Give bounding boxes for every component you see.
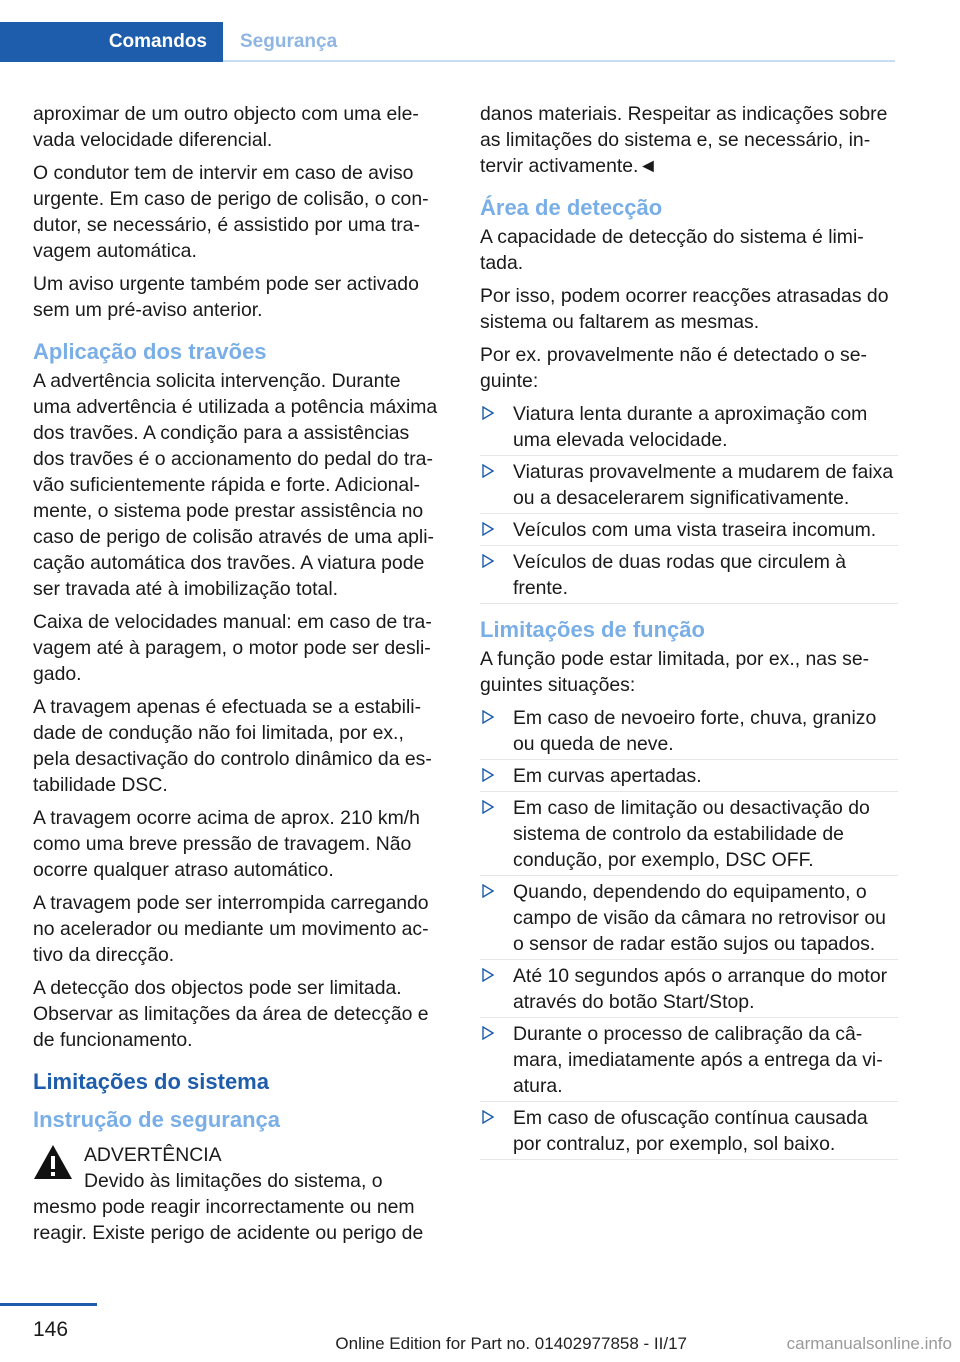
list-item-text: Em curvas apertadas.	[513, 765, 702, 787]
subsection-heading: Instrução de segurança	[33, 1107, 280, 1132]
warning-box	[33, 1142, 443, 1246]
list-item-text: Até 10 segundos após o arranque do motor através do botão Start/Stop.	[513, 965, 888, 1013]
list-item	[480, 401, 898, 453]
list-item-text: Em caso de ofuscação contínua causada por contraluz, por exemplo, sol baixo.	[513, 1107, 868, 1155]
triangle-bullet-icon	[482, 1026, 494, 1040]
edition-text: Online Edition for Part no. 01402977858 - II/17	[335, 1334, 687, 1353]
list-item	[480, 549, 898, 601]
paragraph: Caixa de velocidades manual: em caso de travagem até à paragem, o motor pode ser desligado.	[33, 611, 432, 685]
list-item	[480, 517, 898, 543]
warning-text: mesmo pode reagir incorrectamente ou nem reagir. Existe perigo de acidente ou perigo de	[33, 1196, 424, 1244]
list-item-text: Quando, dependendo do equipamento, o campo de visão da câmara no retrovisor ou o sensor de radar estão sujos ou tapados.	[513, 881, 886, 955]
paragraph: A travagem pode ser interrompida carregando no acelerador ou mediante um movimento activo da direcção.	[33, 892, 429, 966]
list-item-text: Veículos de duas rodas que circulem à frente.	[513, 551, 847, 599]
watermark: carmanualsonline.info	[786, 1334, 952, 1353]
triangle-bullet-icon	[482, 800, 494, 814]
section-heading: Limitações de função	[480, 617, 705, 642]
paragraph: A função pode estar limitada, por ex., nas seguintes situações:	[480, 648, 870, 696]
right-column	[480, 101, 898, 1163]
warning-text: Devido às limitações do sistema, o	[84, 1170, 383, 1192]
bullet-list	[480, 401, 898, 601]
paragraph: A detecção dos objectos pode ser limitada. Observar as limitações da área de detecção e de funcionamento.	[33, 977, 429, 1051]
triangle-bullet-icon	[482, 884, 494, 898]
paragraph: A advertência solicita intervenção. Durante uma advertência é utilizada a potência máxima dos travões. A condição para a assistências dos travões é o accionamento do pedal do travão suficientemente rápida e forte. Adicionalmente, o sistema pode prestar assistência no caso de perigo de colisão através de uma aplicação automática dos travões. A viatura pode ser travada até à imobilização total.	[33, 370, 438, 600]
list-item-text: Em caso de limitação ou desactivação do sistema de controlo da estabilidade de condução, por exemplo, DSC OFF.	[513, 797, 870, 871]
list-item	[480, 705, 898, 757]
list-item-text: Viaturas provavelmente a mudarem de faixa ou a desacelerarem significativamente.	[513, 461, 894, 509]
paragraph: danos materiais. Respeitar as indicações sobre as limitações do sistema e, se necessário, intervir activamente.◄	[480, 103, 888, 177]
warning-triangle-icon	[33, 1144, 73, 1180]
triangle-bullet-icon	[482, 554, 494, 568]
page-number: 146	[33, 1318, 69, 1341]
paragraph: Por isso, podem ocorrer reacções atrasadas do sistema ou faltarem as mesmas.	[480, 285, 889, 333]
triangle-bullet-icon	[482, 1110, 494, 1124]
list-item-text: Viatura lenta durante a aproximação com uma elevada velocidade.	[513, 403, 868, 451]
section-heading: Limitações do sistema	[33, 1069, 269, 1094]
paragraph: Um aviso urgente também pode ser activado sem um pré-aviso anterior.	[33, 273, 419, 321]
paragraph: A capacidade de detecção do sistema é limitada.	[480, 226, 864, 274]
header-divider	[223, 60, 895, 62]
list-item	[480, 879, 898, 957]
paragraph: Por ex. provavelmente não é detectado o seguinte:	[480, 344, 867, 392]
list-item	[480, 1105, 898, 1157]
list-item-text: Veículos com uma vista traseira incomum.	[513, 519, 877, 541]
triangle-bullet-icon	[482, 406, 494, 420]
paragraph: A travagem apenas é efectuada se a estabilidade de condução não foi limitada, por ex., pela desactivação do controlo dinâmico da estabilidade DSC.	[33, 696, 432, 796]
list-item	[480, 459, 898, 511]
section-heading: Aplicação dos travões	[33, 339, 267, 364]
left-column	[33, 101, 443, 1246]
triangle-bullet-icon	[482, 768, 494, 782]
paragraph: O condutor tem de intervir em caso de aviso urgente. Em caso de perigo de colisão, o condutor, se necessário, é assistido por uma travagem automática.	[33, 162, 429, 262]
triangle-bullet-icon	[482, 968, 494, 982]
paragraph: aproximar de um outro objecto com uma elevada velocidade diferencial.	[33, 103, 419, 151]
list-item	[480, 963, 898, 1015]
list-item	[480, 1021, 898, 1099]
section-heading: Área de detecção	[480, 195, 663, 220]
triangle-bullet-icon	[482, 464, 494, 478]
list-item-text: Durante o processo de calibração da câmara, imediatamente após a entrega da viatura.	[513, 1023, 883, 1097]
warning-title: ADVERTÊNCIA	[84, 1144, 222, 1166]
triangle-bullet-icon	[482, 522, 494, 536]
list-item	[480, 763, 898, 789]
paragraph: A travagem ocorre acima de aprox. 210 km/h como uma breve pressão de travagem. Não ocorre qualquer atraso automático.	[33, 807, 420, 881]
bullet-list	[480, 705, 898, 1157]
header-bar	[0, 0, 960, 62]
triangle-bullet-icon	[482, 710, 494, 724]
footer-divider	[0, 1303, 97, 1306]
tab-comandos[interactable]: Comandos	[0, 22, 223, 62]
tab-seguranca[interactable]: Segurança	[240, 31, 338, 52]
list-item-text: Em caso de nevoeiro forte, chuva, granizo ou queda de neve.	[513, 707, 877, 755]
list-item	[480, 795, 898, 873]
